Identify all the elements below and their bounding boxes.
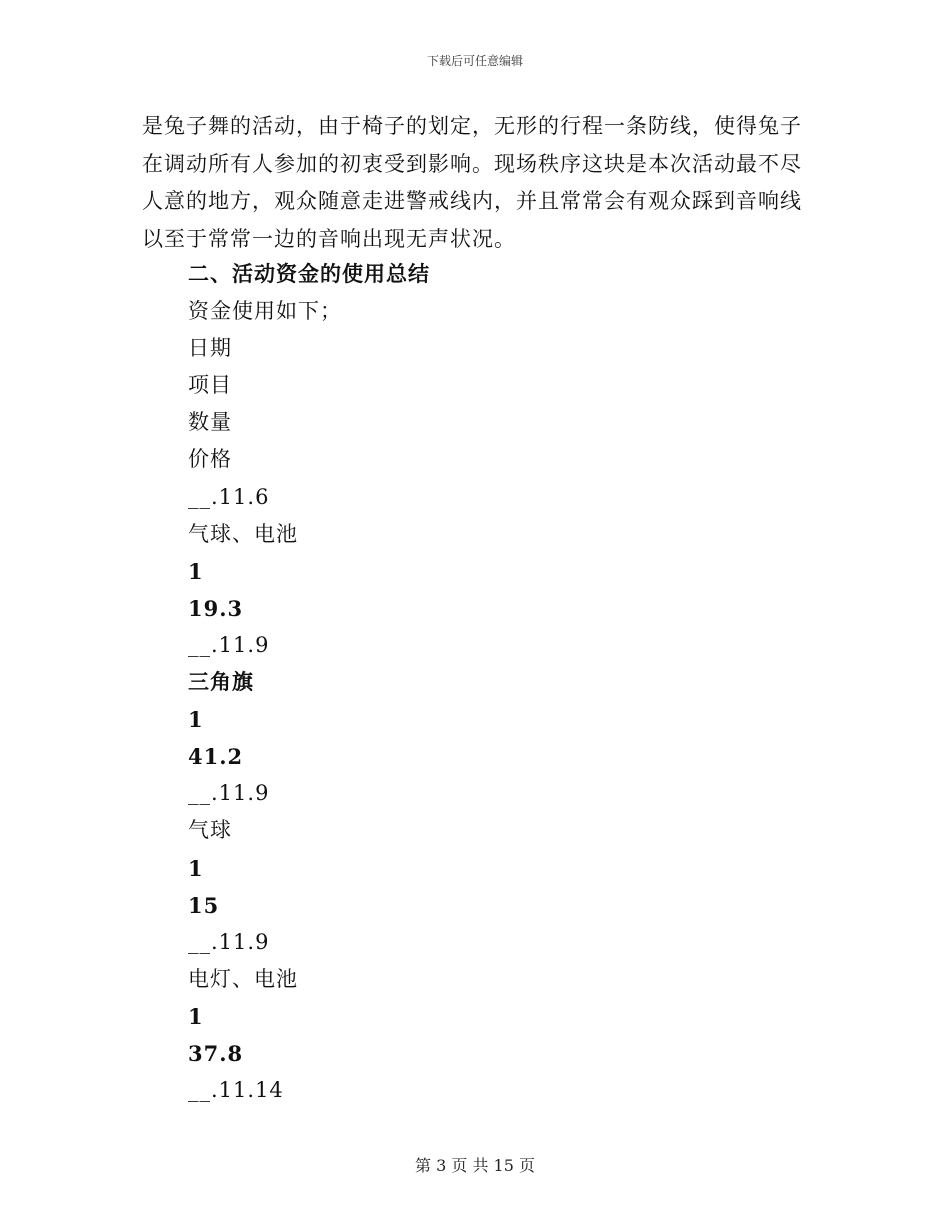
entry-quantity: 1: [188, 1003, 204, 1029]
column-header-quantity: 数量: [188, 410, 232, 435]
entry-date: __.11.6: [188, 484, 270, 509]
entry-quantity: 1: [188, 707, 204, 733]
entry-date: __.11.9: [188, 929, 270, 954]
entry-price: 37.8: [188, 1040, 244, 1066]
fund-usage-section: [188, 256, 430, 1109]
paragraph-line: 人意的地方，观众随意走进警戒线内，并且常常会有观众踩到音响线: [142, 189, 802, 213]
section-heading: 二、活动资金的使用总结: [188, 262, 430, 286]
paragraph-line: 是兔子舞的活动，由于椅子的划定，无形的行程一条防线，使得兔子: [142, 114, 802, 138]
entry-quantity: 1: [188, 855, 204, 881]
entry-item: 三角旗: [188, 670, 254, 695]
section-intro: 资金使用如下；: [188, 299, 342, 324]
column-header-item: 项目: [188, 373, 232, 398]
page-header: 下载后可任意编辑: [426, 54, 523, 68]
body-paragraph: [142, 108, 802, 258]
entry-date: __.11.9: [188, 781, 270, 806]
paragraph-line: 以至于常常一边的音响出现无声状况。: [142, 226, 516, 251]
entry-date: __.11.14: [188, 1078, 284, 1103]
entry-date: __.11.9: [188, 632, 270, 657]
entry-price: 15: [188, 892, 220, 918]
entry-item: 气球、电池: [188, 521, 298, 546]
entry-price: 41.2: [188, 744, 244, 770]
page-footer: 第 3 页 共 15 页: [415, 1156, 535, 1175]
entry-quantity: 1: [188, 558, 204, 584]
entry-item: 气球: [188, 818, 232, 843]
entry-price: 19.3: [188, 595, 244, 621]
paragraph-line: 在调动所有人参加的初衷受到影响。现场秩序这块是本次活动最不尽: [142, 151, 802, 176]
column-header-date: 日期: [188, 336, 232, 361]
column-header-price: 价格: [188, 447, 232, 472]
entry-item: 电灯、电池: [188, 966, 298, 991]
